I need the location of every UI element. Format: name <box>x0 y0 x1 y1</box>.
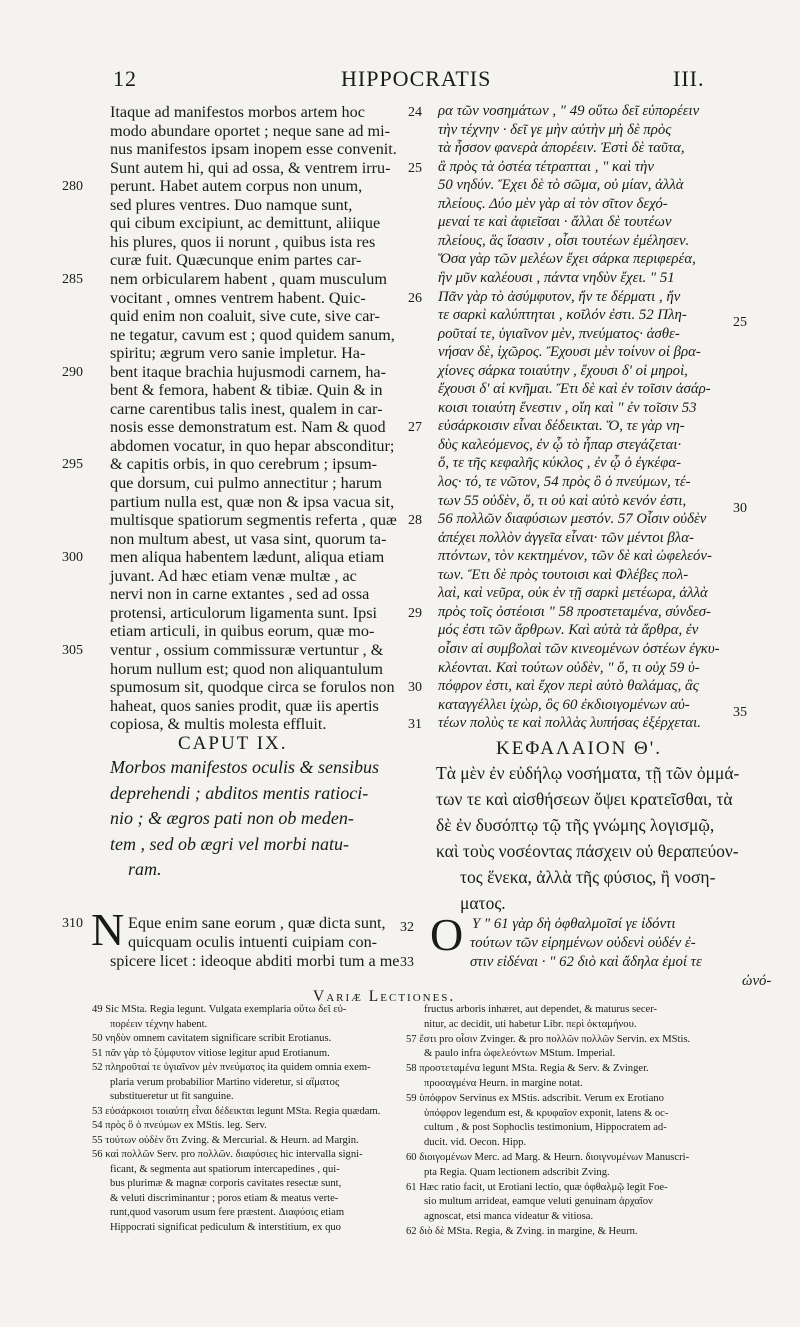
latin-line-number: 290 <box>62 364 83 380</box>
variae-right-line: 58 προστεταμένα legunt MSta. Regia & Serv. & Zvinger. <box>406 1063 649 1075</box>
greek-line: κοισι τοιαύτη ἔνεστιν , οἵη καὶ " ἐν τοῖσιν 53 <box>438 399 697 416</box>
section-number: III. <box>673 66 705 91</box>
latin-line: haheat, quos sanies prodit, quæ iis apertis <box>110 696 379 715</box>
variae-left-line: ficant, & segmenta aut spatiorum intercapedines , qui- <box>110 1163 340 1175</box>
variae-left-line: 50 νηδὺν omnem cavitatem significare scribit Erotianus. <box>92 1033 332 1044</box>
greek-line-number: 26 <box>408 290 422 306</box>
greek-line-number: 30 <box>408 680 422 696</box>
variae-left-line: runt,quod vasorum usum fere præstent. Διαφύσις etiam <box>110 1207 345 1218</box>
greek-line: λαὶ, καὶ νεῦρα, οὐκ ἐν τῇ σαρκὶ μετέωρα, ἀλλὰ <box>438 585 708 602</box>
greek-line-number: 28 <box>408 513 422 529</box>
greek-margin-number: 30 <box>733 500 747 516</box>
running-title: HIPPOCRATIS <box>341 66 492 91</box>
variae-left-line: bus plurimæ & magnæ corporis cavitates resectæ sunt, <box>110 1178 342 1189</box>
variae-left-line: πορέειν τέχνην habent. <box>110 1018 208 1030</box>
greek-line: Ὅσα γὰρ τῶν μελέων ἔχει σάρκα περιφερέα, <box>438 251 696 268</box>
greek-lower-line: ὠνό- <box>742 973 772 989</box>
greek-line: κλέονται. Καὶ τούτων οὐδὲν, " ὅ, τι οὐχ 59 ὑ- <box>438 659 700 676</box>
variae-right-line: & paulo infra ὠφελεόντων MStum. Imperial. <box>424 1048 616 1060</box>
variae-left-line: Hippocrati significat pediculum & interstitium, ex quo <box>110 1221 341 1233</box>
variae-left-line: 49 Sic MSta. Regia legunt. Vulgata exemplaria οὕτω δεῖ εὐ- <box>92 1004 347 1015</box>
greek-line: μός ἐστι τῶν ἄρθρων. Καὶ αὐτὰ τὰ ἄρθρα, ἐν <box>438 622 699 639</box>
variae-left-line: 54 πρὸς ὃ ὁ πνεύμων ex MStis. leg. Serv. <box>92 1120 267 1131</box>
latin-line: multisque spatiorum segmentis referta , quæ <box>110 511 397 530</box>
greek-line-number: 25 <box>408 160 422 176</box>
greek-summary-line: ματος. <box>460 893 506 913</box>
greek-lower-line: Υ " 61 γὰρ δὴ ὀφθαλμοῖσί γε ἰδόντι <box>472 916 676 932</box>
variae-right-line: 60 διοιγομένων Merc. ad Marg. & Heurn. διοιγνυμένων Manuscri- <box>406 1152 690 1163</box>
latin-line-number: 285 <box>62 271 83 287</box>
latin-line: Itaque ad manifestos morbos artem hoc <box>110 103 365 121</box>
greek-line: των 55 οὐδὲν, ὅ, τι οὐ καὶ αὐτὸ κενόν ἐστι, <box>438 492 687 509</box>
latin-summary-line: deprehendi ; abditos mentis ratioci- <box>110 782 369 803</box>
variae-right-line: agnoscat, etsi manca videatur & vitiosa. <box>424 1211 594 1223</box>
variae-right-line: 61 Hæc ratio facit, ut Erotiani lectio, quæ ὀφθαλμῷ legit Foe- <box>406 1181 668 1193</box>
greek-line-number: 24 <box>408 105 422 120</box>
greek-summary-line: δὲ ἐν δυσόπτῳ τῷ τῆς γνώμης λογισμῷ, <box>436 815 715 835</box>
variae-right-line: cultum , & post Sophoclis testimonium, Hippocratem ad- <box>424 1122 667 1134</box>
variae-left-line: 56 καὶ πολλῶν Serv. pro πολλῶν. διαφύσιες hic intervalla signi- <box>92 1149 363 1160</box>
greek-line: δὺς καλεόμενος, ἐν ᾧ τὸ ἧπαρ στεγάζεται· <box>438 436 682 453</box>
greek-line: νήσαν δὲ, ἰχῶρος. Ἔχουσι μὲν τοίνυν οἱ βρα- <box>438 344 701 361</box>
latin-line: copiosa, & multis molesta effluit. <box>110 715 327 734</box>
variae-left-line: plaria verum probabilior Martino videretur, si αἵματος <box>110 1076 340 1088</box>
latin-line: his plures, quos ii norunt , quibus ista res <box>110 232 376 251</box>
latin-line: vocitant , omnes ventrem habent. Quic- <box>110 288 366 307</box>
latin-line-number: 305 <box>62 642 83 658</box>
latin-line: nervi non in carne extantes , sed ad ossa <box>110 585 370 604</box>
latin-line: curæ fuit. Quæcunque enim partes car- <box>110 251 362 270</box>
greek-line-number: 27 <box>408 420 422 436</box>
variae-right-line: ducit. vid. Oecon. Hipp. <box>424 1137 527 1149</box>
latin-line: non multum abest, ut vasa sint, quorum ta- <box>110 529 387 548</box>
greek-line: εὐσάρκοισιν εἶναι δέδεικται. Ὅ, τε γὰρ νη- <box>438 418 685 435</box>
greek-summary-line: Τὰ μὲν ἐν εὐδήλῳ νοσήματα, τῇ τῶν ὀμμά- <box>436 763 740 783</box>
latin-summary-line: tem , sed ob ægri vel morbi natu- <box>110 833 349 854</box>
greek-line: ἃ πρὸς τὰ ὀστέα τέτραπται , " καὶ τὴν <box>438 158 654 175</box>
variae-left-line: 53 εὐσάρκοισι τοιαύτη εἶναι δέδεικται legunt MSta. Regia quædam. <box>92 1105 381 1117</box>
variae-left-line: & veluti discriminantur ; poros etiam & meatus verte- <box>110 1192 339 1204</box>
latin-line: juvant. Ad hæc etiam venæ multæ , ac <box>110 566 357 585</box>
greek-line: καταγγέλλει ἰχὼρ, ὃς 60 ἐκδιοιγομένων αὐ- <box>438 696 690 713</box>
greek-line: ἔχουσι δ' αἱ κνῆμαι. Ἔτι δὲ καὶ ἐν τοῖσιν ἀσάρ- <box>438 381 711 398</box>
greek-line: τέων πολὺς τε καὶ πολλὰς λυπήσας ἐξέρχεται. <box>438 715 701 732</box>
greek-lower-line: τούτων τῶν εἰρημένων οὐδενὶ οὐδέν ἐ- <box>470 935 696 951</box>
greek-line-number: 33 <box>400 955 414 970</box>
latin-line: bent & femora, habent & tibiæ. Quin & in <box>110 381 383 400</box>
greek-line: πλείους. Δύο μὲν γὰρ αἱ τὸν σῖτον δεχό- <box>438 195 668 212</box>
greek-dropcap: O <box>430 909 464 960</box>
greek-line: 50 νηδύν. Ἔχει δὲ τὸ σῶμα, οὐ μίαν, ἀλλὰ <box>438 177 684 194</box>
latin-line: nosis esse demonstratum est. Nam & quod <box>110 418 386 437</box>
latin-lower-line: Eque enim sane eorum , quæ dicta sunt, <box>128 914 386 932</box>
greek-chapter-title: ΚΕΦΑΛΑΙΟΝ Θ'. <box>496 738 662 759</box>
greek-line: Πᾶν γὰρ τὸ ἀσύμφυτον, ἤν τε δέρματι , ἤν <box>438 288 681 305</box>
latin-line: spiritu; ægrum vero sanie impletur. Ha- <box>110 344 366 363</box>
greek-summary-line: των τε καὶ αἰσθήσεων ὄψει κρατεῖσθαι, τὰ <box>436 789 733 809</box>
variae-lectiones-heading: Variæ Lectiones. <box>313 988 456 1005</box>
latin-line: carne carentibus talis inest, qualem in car- <box>110 399 383 418</box>
variae-right-line: 59 ὑπόφρον Servinus ex MStis. adscribit. Verum ex Erotiano <box>406 1092 664 1104</box>
greek-line: πρὸς τοῖς ὀστέοισι " 58 προστεταμένα, σύνδεσ- <box>438 603 711 620</box>
greek-line: τὴν τέχνην · δεῖ γε μὴν αὐτὴν μὴ δὲ πρὸς <box>438 121 672 138</box>
greek-summary-line: καὶ τοὺς νοσέοντας πάσχειν οὐ θεραπεύον- <box>436 841 739 861</box>
page-number: 12 <box>113 66 137 91</box>
greek-line: ὅ, τε τῆς κεφαλῆς κύκλος , ἐν ᾧ ὁ ἐγκέφα- <box>438 455 682 472</box>
variae-right-line: sio multum arrideat, eamque veluti genuinam ἀρχαῖον <box>424 1196 653 1208</box>
latin-line: partium nulla est, quæ non & ipsa vacua sit, <box>110 492 395 511</box>
latin-dropcap: N <box>91 904 125 955</box>
latin-line: modo abundare oportet ; neque sane ad mi- <box>110 121 391 140</box>
greek-summary-line: τος ἕνεκα, ἀλλὰ τῆς φύσιος, ἢ νοση- <box>460 867 716 887</box>
latin-line: que dorsum, cui pulmo annectitur ; harum <box>110 474 382 492</box>
greek-line: τὰ ἧσσον φανερὰ ἀπορέειν. Ἐστὶ δὲ ταῦτα, <box>438 140 685 157</box>
greek-line-number: 32 <box>400 920 414 935</box>
greek-line: ροῦταί τε, ὑγιαῖνον μὲν, πνεύματος· ἀσθε- <box>438 325 680 342</box>
variae-right-line: προσαγμένα Heurn. in margine notat. <box>424 1078 583 1089</box>
greek-line: ἀπέχει πολλὸν ἀγγεῖα εἶναι· τῶν μέντοι βλα- <box>438 529 694 546</box>
variae-right-line: ὑπόφρον legendum est, & κρυφαῖον exponit, latens & oc- <box>424 1107 669 1119</box>
latin-line: sed plures ventres. Duo namque sunt, <box>110 195 353 214</box>
latin-line: & capitis orbis, in quo cerebrum ; ipsum- <box>110 455 378 474</box>
greek-margin-number: 35 <box>733 704 747 720</box>
greek-line: μεναί τε καὶ ἀφιεῖσαι · ἄλλαι δὲ τουτέων <box>438 214 672 231</box>
greek-line: 56 πολλῶν διαφύσιων μεστόν. 57 Οἷσιν οὐδὲν <box>438 511 707 528</box>
greek-line-number: 29 <box>408 605 422 621</box>
latin-line: perunt. Habet autem corpus non unum, <box>110 177 363 196</box>
variae-right-line: pta Regia. Quam lectionem adscribit Zving. <box>424 1166 610 1178</box>
greek-line: πτόντων, τὸν κεκτημένον, τῶν δὲ καὶ ὠφελεόν- <box>438 548 712 565</box>
latin-line: spumosum sit, quodque circa se forulos non <box>110 678 395 697</box>
greek-line: των. Ἔτι δὲ πρὸς τουτοισι καὶ Φλέβες πολ- <box>438 566 689 583</box>
latin-line: ventur , ossium commissuræ vertuntur , & <box>110 640 384 659</box>
latin-line: nus manifestos ipsam inopem esse convenit. <box>110 140 397 159</box>
variae-left-line: 55 τούτων οὐδὲν ὅτι Zving. & Mercurial. & Heurn. ad Margin. <box>92 1134 359 1146</box>
latin-line: quid enim non coaluit, sive cute, sive car- <box>110 307 380 326</box>
greek-line-number: 31 <box>408 717 422 733</box>
latin-line: qui cibum excipiunt, ac demittunt, aliique <box>110 214 381 233</box>
greek-line: πλείους, ἃς ἴσασιν , οἷσι τουτέων ἐμέλησεν. <box>438 232 690 249</box>
variae-left-line: 51 πᾶν γὰρ τὸ ξύμφυτον vitiose legitur apud Erotianum. <box>92 1047 330 1059</box>
greek-line: οἷσιν αἱ συμβολαὶ τῶν κινεομένων ὀστέων ἐγκυ- <box>438 640 720 657</box>
latin-line: ne tegatur, cavum est ; quod quidem sanum, <box>110 325 395 344</box>
latin-line: etiam articuli, in quibus eorum, quæ mo- <box>110 622 375 641</box>
greek-margin-number: 25 <box>733 315 747 331</box>
latin-line: abdomen vocatur, in quo hepar absconditur; <box>110 436 395 455</box>
greek-line: χίονες σάρκα τοιαύτην , ἔχουσι δ' οἱ μηροὶ, <box>438 362 688 379</box>
latin-lower-line: quicquam oculis intuenti cuipiam con- <box>128 933 378 951</box>
latin-line-number-310: 310 <box>62 916 83 931</box>
greek-line: ἣν μῦν καλέουσι , πάντα νηδὺν ἔχει. " 51 <box>438 269 675 286</box>
latin-line: protensi, articulorum ligamenta sunt. Ipsi <box>110 603 378 622</box>
latin-line: Sunt autem hi, qui ad ossa, & ventrem irru- <box>110 158 391 177</box>
greek-line: τε σαρκὶ καλύπτηται , κοῖλόν ἐστι. 52 Πλη- <box>438 307 687 324</box>
latin-line-number: 295 <box>62 457 83 473</box>
latin-chapter-title: CAPUT IX. <box>178 733 288 754</box>
greek-line: πόφρον ἐστι, καὶ ἔχον περὶ αὐτὸ θαλάμας, ἃς <box>438 678 699 695</box>
latin-lower-line: spicere licet : ideoque abditi morbi tum a me <box>110 952 400 970</box>
latin-summary-line: Morbos manifestos oculis & sensibus <box>110 757 380 777</box>
variae-right-line: 62 διὸ δὲ MSta. Regia, & Zving. in margine, & Heurn. <box>406 1226 638 1237</box>
greek-line: λος· τό, τε νῶτον, 54 πρὸς ὃ ὁ πνεύμων, τέ- <box>438 474 691 490</box>
latin-line: horum nullum est; quod non aliquantulum <box>110 659 383 678</box>
latin-line: nem orbicularem habent , quam musculum <box>110 269 387 288</box>
greek-lower-line: στιν εἰδέναι · " 62 διὸ καὶ ἄδηλα ἐμοί τε <box>470 954 702 970</box>
latin-summary-line: nio ; & ægros pati non ob meden- <box>110 808 354 828</box>
variae-right-line: 57 ἔστι pro οἷσιν Zvinger. & pro πολλῶν πολλῶν Servin. ex MStis. <box>406 1033 691 1045</box>
variae-left-line: substitueretur ut fit sanguine. <box>110 1091 234 1102</box>
greek-line: ρα τῶν νοσημάτων , " 49 οὕτω δεῖ εὐπορέειν <box>438 103 700 119</box>
latin-line: men aliqua habentem lædunt, aliqua etiam <box>110 548 385 567</box>
variae-right-line: fructus arboris inhæret, aut dependet, & maturus secer- <box>424 1004 658 1015</box>
latin-line: bent itaque brachia hujusmodi carnem, ha- <box>110 362 386 381</box>
latin-line-number: 280 <box>62 179 83 195</box>
latin-line-number: 300 <box>62 550 83 566</box>
latin-summary-line: ram. <box>128 859 162 879</box>
variae-right-line: nitur, ac decidit, uti habetur Libr. περὶ ὀκταμήνου. <box>424 1018 637 1030</box>
variae-left-line: 52 πληροῦταί τε ὑγιαῖνον μὲν πνεύματος ita quidem omnia exem- <box>92 1062 371 1073</box>
